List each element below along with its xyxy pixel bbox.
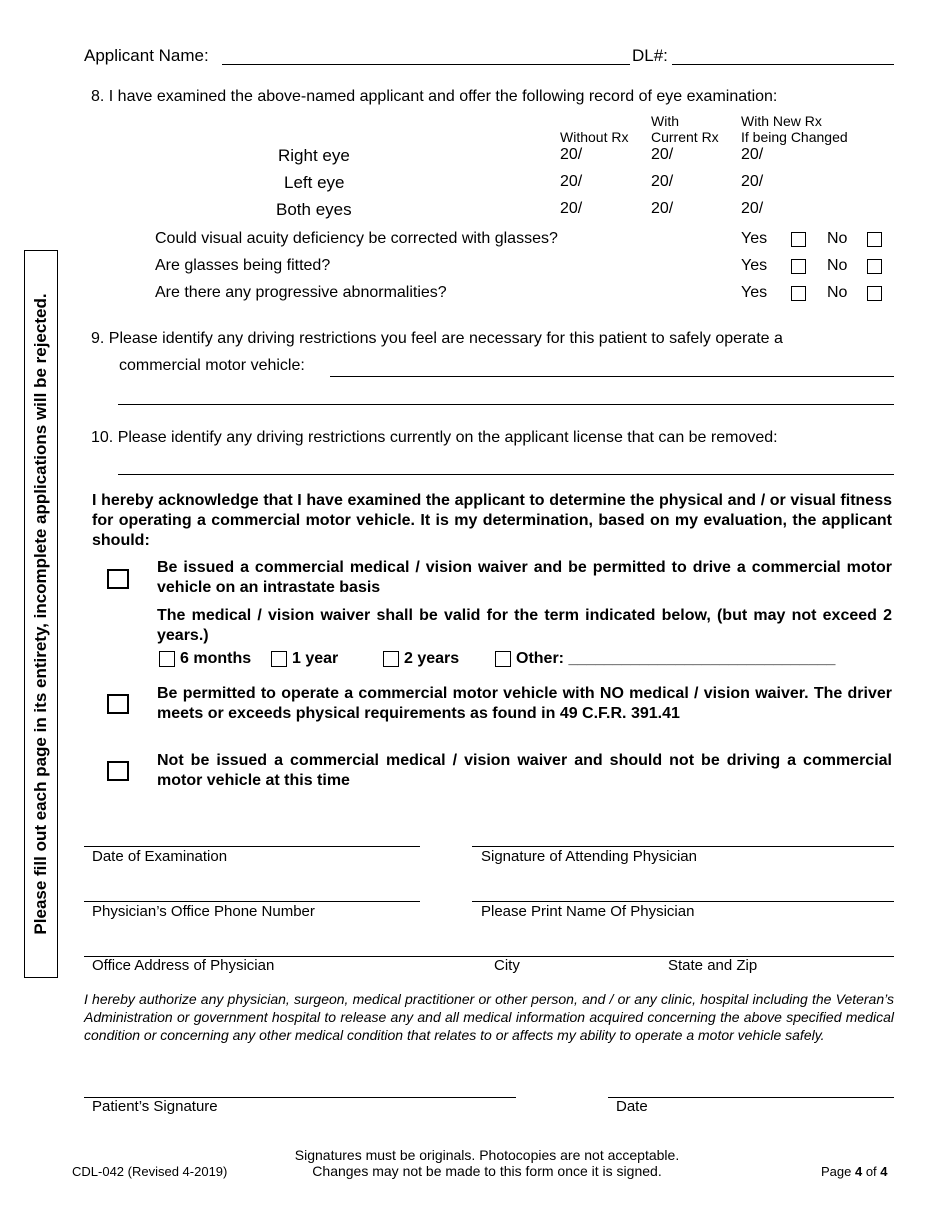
q8-text: 8. I have examined the above-named applicant and offer the following record of eye examination: xyxy=(91,88,778,105)
q9-text-line2: commercial motor vehicle: xyxy=(119,357,305,374)
not-issued-checkbox[interactable] xyxy=(107,761,129,781)
yes-label: Yes xyxy=(741,284,768,301)
applicant-name-label: Applicant Name: xyxy=(84,46,209,65)
q9-line2 xyxy=(118,404,894,405)
both-eyes-without-rx[interactable]: 20/ xyxy=(560,200,583,217)
print-name-label: Please Print Name Of Physician xyxy=(481,903,695,920)
question-glasses-fitted: Are glasses being fitted? xyxy=(155,257,331,274)
glasses-fitted-no-checkbox[interactable] xyxy=(867,259,882,274)
question-corrected-glasses: Could visual acuity deficiency be corrected with glasses? xyxy=(155,230,558,247)
right-eye-without-rx[interactable]: 20/ xyxy=(560,146,583,163)
office-address-label: Office Address of Physician xyxy=(92,957,275,974)
q9-restrictions-input[interactable] xyxy=(330,356,894,378)
date-of-exam-line xyxy=(84,846,420,847)
physician-signature-line xyxy=(472,846,894,847)
both-eyes-new-rx[interactable]: 20/ xyxy=(741,200,764,217)
q9-restrictions-input-2[interactable] xyxy=(118,383,894,405)
sidebar-notice-box xyxy=(24,250,58,978)
no-label: No xyxy=(827,284,848,301)
right-eye-current-rx[interactable]: 20/ xyxy=(651,146,674,163)
physician-signature-input[interactable] xyxy=(472,826,896,848)
row-label-left-eye: Left eye xyxy=(284,173,345,192)
corrected-glasses-yes-checkbox[interactable] xyxy=(791,232,806,247)
col3-header-line2: If being Changed xyxy=(741,129,848,145)
sidebar-notice-text: Please fill out each page in its entirety, incomplete applications will be rejected. xyxy=(31,293,50,935)
page-number xyxy=(821,1164,888,1179)
date-of-exam-label: Date of Examination xyxy=(92,848,228,865)
page-prefix: Page xyxy=(821,1164,855,1179)
print-name-line xyxy=(472,901,894,902)
waiver-intrastate-checkbox[interactable] xyxy=(107,569,129,589)
office-phone-input[interactable] xyxy=(84,881,422,903)
term-2-years-label: 2 years xyxy=(404,650,460,667)
no-label: No xyxy=(827,257,848,274)
form-id: CDL-042 (Revised 4-2019) xyxy=(72,1164,228,1179)
progressive-abnormalities-no-checkbox[interactable] xyxy=(867,286,882,301)
no-waiver-checkbox[interactable] xyxy=(107,694,129,714)
footer-note-line1: Signatures must be originals. Photocopies are not acceptable. xyxy=(294,1147,680,1163)
both-eyes-current-rx[interactable]: 20/ xyxy=(651,200,674,217)
patient-signature-label: Patient’s Signature xyxy=(92,1098,218,1115)
yes-label: Yes xyxy=(741,257,768,274)
office-address-input[interactable] xyxy=(84,935,896,957)
glasses-fitted-yes-checkbox[interactable] xyxy=(791,259,806,274)
dl-label: DL#: xyxy=(632,46,668,65)
patient-signature-input[interactable] xyxy=(84,1076,518,1098)
option-waiver-intrastate: Be issued a commercial medical / vision waiver and be permitted to drive a commercial motor vehicle on an intrastate basis xyxy=(157,559,892,596)
term-1-year-label: 1 year xyxy=(292,650,339,667)
yes-label: Yes xyxy=(741,230,768,247)
footer-note-line2: Changes may not be made to this form once it is signed. xyxy=(312,1163,662,1179)
option-no-waiver: Be permitted to operate a commercial motor vehicle with NO medical / vision waiver. The driver meets or exceeds physical requirements as found in 49 C.F.R. 391.41 xyxy=(157,685,892,722)
col1-header: Without Rx xyxy=(560,129,629,145)
term-6-months-label: 6 months xyxy=(180,650,252,667)
q10-line xyxy=(118,474,894,475)
office-phone-label: Physician’s Office Phone Number xyxy=(92,903,315,920)
left-eye-new-rx[interactable]: 20/ xyxy=(741,173,764,190)
date-of-exam-input[interactable] xyxy=(84,826,422,848)
q10-text: 10. Please identify any driving restrictions currently on the applicant license that can be removed: xyxy=(91,429,778,446)
q9-text-line1: 9. Please identify any driving restrictions you feel are necessary for this patient to safely operate a xyxy=(91,330,783,347)
no-label: No xyxy=(827,230,848,247)
page-total: 4 xyxy=(880,1164,888,1179)
patient-date-input[interactable] xyxy=(608,1076,896,1098)
col3-header-line1: With New Rx xyxy=(741,113,822,129)
progressive-abnormalities-yes-checkbox[interactable] xyxy=(791,286,806,301)
print-name-input[interactable] xyxy=(472,881,896,903)
dl-number-input[interactable] xyxy=(672,44,894,66)
q9-line1 xyxy=(330,376,894,377)
row-label-both-eyes: Both eyes xyxy=(276,200,352,219)
applicant-name-line xyxy=(222,64,630,65)
col2-header-line2: Current Rx xyxy=(651,129,719,145)
corrected-glasses-no-checkbox[interactable] xyxy=(867,232,882,247)
question-progressive-abnormalities: Are there any progressive abnormalities? xyxy=(155,284,447,301)
q10-removable-restrictions-input[interactable] xyxy=(118,453,894,475)
option-not-issued: Not be issued a commercial medical / vision waiver and should not be driving a commercial motor vehicle at this time xyxy=(157,752,892,789)
state-zip-label: State and Zip xyxy=(668,957,758,974)
applicant-name-input[interactable] xyxy=(222,44,631,66)
term-1-year-checkbox[interactable] xyxy=(271,651,287,667)
acknowledgement-text: I hereby acknowledge that I have examined the applicant to determine the physical and / or visual fitness for operating a commercial motor vehicle. It is my determination, based on my evaluation, the applicant should: xyxy=(92,492,892,549)
term-2-years-checkbox[interactable] xyxy=(383,651,399,667)
col2-header-line1: With xyxy=(651,113,679,129)
patient-date-line xyxy=(608,1097,894,1098)
authorization-text: I hereby authorize any physician, surgeon, medical practitioner or other person, and / or any clinic, hospital including the Veteran’s Administration or government hospital to release any and all medical information acquired concerning the above specified medical condition or concerning any other medical condition that relates to or affects my ability to operate a motor vehicle safely. xyxy=(84,991,894,1043)
physician-signature-label: Signature of Attending Physician xyxy=(481,848,697,865)
city-label: City xyxy=(494,957,520,974)
right-eye-new-rx[interactable]: 20/ xyxy=(741,146,764,163)
left-eye-without-rx[interactable]: 20/ xyxy=(560,173,583,190)
left-eye-current-rx[interactable]: 20/ xyxy=(651,173,674,190)
term-6-months-checkbox[interactable] xyxy=(159,651,175,667)
patient-date-label: Date xyxy=(616,1098,648,1115)
page-current: 4 xyxy=(854,1164,863,1179)
row-label-right-eye: Right eye xyxy=(278,146,350,165)
term-other-label[interactable]: Other: ______________________________ xyxy=(516,650,836,667)
page-of: of xyxy=(862,1164,881,1179)
dl-line xyxy=(672,64,894,65)
waiver-term-text: The medical / vision waiver shall be valid for the term indicated below, (but may not exceed 2 years.) xyxy=(157,607,892,644)
office-phone-line xyxy=(84,901,420,902)
term-other-checkbox[interactable] xyxy=(495,651,511,667)
